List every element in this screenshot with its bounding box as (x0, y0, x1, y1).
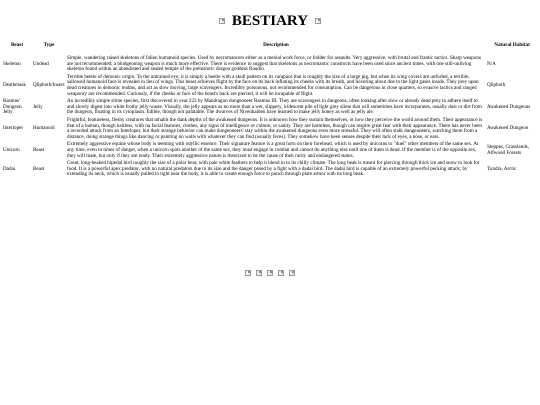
table-row (2, 98, 538, 117)
title-row (0, 12, 540, 30)
table-row (2, 55, 538, 74)
description-cell: Great, long-beaked bipedal bird roughly the size of a polar bear, with pale white feathers to help it blend in to its chilly climate. The long beak is meant for piercing through thick ice and snow to look for food. It is a powerful apex predator, with no natural predators due to its size and the danger posed by a fight with a dadai bird. The dadai bird is capable of an extremely powerful pecking attack; by extending its neck, which is usually pulled in tight near the body, it is able to create enough force to punch through plate armor with its long beak. (67, 160, 480, 178)
type-cell: Beast (33, 165, 45, 172)
type-cell: Qliphoth/Insect (33, 82, 65, 89)
beast-cell: Rasmus' Dungeon Jelly (3, 98, 22, 116)
broken-image-icon (245, 270, 251, 276)
description-cell: Simple, wandering raised skeletons of fallen humanoid species. Used by necromancers either as a menial work force, or fodder for assaults. Very aggressive, with brutal and frantic tactics. Sharp weapons are not recommended; a bludgeoning weapon is much more effective. There is evidence to suggest that skeletons as necromantic constructs have been used since ancient times, with one still-unliving skeleton found within an abandoned and sealed temple of the prehistoric dragon goddess Raudin. (67, 55, 481, 73)
column-header-type: Type (43, 42, 55, 49)
bestiary-table (2, 37, 538, 179)
description-cell: Terrible beetle of demonic origin. To the untrained eye, it is simply a beetle with a skull pattern on its carapace that is roughly the size of a large pig, but when its wing covers are unfurled, a terrible, sallowed humanoid face is revealed in lieu of wings. This beast achieves flight by the face on its back inflating its cheeks with its breath, and hovering about due to the light gases inside. They prey upon dead creatures in demonic realms, and act as slow moving, large scavengers. Incredibly poisonous, not recommended for consumption. Can be dangerous in close quarters, so evasive tactics and ranged weaponry are recommended. Curiously, if the cheeks or face of the beast's back are pierced, it will be incapable of flight. (67, 73, 479, 97)
broken-image-icon (219, 18, 225, 24)
description-cell: Frightful, featureless, fleshy creatures that inhabit the dank depths of the awakened dungeons. It is unknown how they sustain themselves, or how they perceive the world around them. Their appearance is that of a human, though hairless, with no facial features, clothes, any signs of intelligence or culture, or sanity. They are harmless, though can inspire great fear with their appearance. There has never been a recorded attack from an Interloper, but their strange behavior can make dungeoneers' stay within the awakened dungeons even more stressful. They will often stalk dungeoneers, watching them from a distance, doing strange things like dancing or painting on walls with whatever they can find (usually feces). They somehow have keen senses despite their lack of eyes, a nose, or ears. (67, 116, 483, 140)
beast-cell: Deathmask (3, 82, 26, 89)
page-title: BESTIARY (231, 13, 309, 30)
broken-image-icon (256, 270, 262, 276)
habitat-cell: N/A (487, 60, 496, 67)
type-cell: Beast (33, 146, 45, 153)
type-cell: Jelly (33, 103, 43, 110)
habitat-cell: Steppes, Grasslands, Alfwood Forests (487, 144, 530, 156)
table-header-row (2, 37, 538, 55)
habitat-cell: Awakened Dungeon (487, 125, 529, 132)
type-cell: Undead (33, 60, 49, 67)
table-row (2, 141, 538, 160)
description-cell: An incredibly simple slime species, first discovered in year 223 by Mandragon dungeoneer Rasmus III. They are scavengers in dungeons, often looking after slow or already dead prey to adhere itself to and slowly digest into white frothy jelly-waste. Visually, the jelly appears as no more than a wet, slippery, iridescent pile of light grey slime that will sometimes have incorporates, usually dust or dirt from the dungeon, floating in its cytoplasm. Edible, though not palatable. The dwarves of Nivenhalden have learned to make jelly honey as well as jelly ale. (67, 98, 482, 116)
table-row (2, 160, 538, 179)
column-header-description: Description (263, 42, 289, 49)
table-row (2, 74, 538, 98)
beast-cell: Skeleton (3, 60, 21, 67)
table-row (2, 117, 538, 141)
footer-image-strip (0, 270, 540, 277)
column-header-natural-habitat: Natural Habitat (494, 42, 530, 49)
beast-cell: Unicorn (3, 146, 20, 153)
description-cell: Extremely aggressive equine whose body is teeming with odyllic essence. Their signature feature is a great horn on their forehead, which is used by unicorns to "duel" other members of the same sex. At any time, even in times of danger, when a unicorn spots another of the same sex, they must engage in combat and cannot do anything else until one of them is dead. If the member is of the opposite sex, they will mate, but only if they are ready. Their extremely aggressive nature is theorized to be the cause of their rarity and endangered status. (67, 141, 479, 159)
broken-image-icon (278, 270, 284, 276)
broken-image-icon (315, 18, 321, 24)
beast-cell: Dadai (3, 165, 16, 172)
habitat-cell: Tundra, Arctic (487, 165, 517, 172)
habitat-cell: Awakened Dungeons (487, 103, 531, 110)
broken-image-icon (267, 270, 273, 276)
habitat-cell: Qliphoth (487, 82, 506, 89)
broken-image-icon (289, 270, 295, 276)
column-header-beast: Beast (10, 42, 24, 49)
type-cell: Humanoid (33, 125, 55, 132)
beast-cell: Interloper (3, 125, 24, 132)
